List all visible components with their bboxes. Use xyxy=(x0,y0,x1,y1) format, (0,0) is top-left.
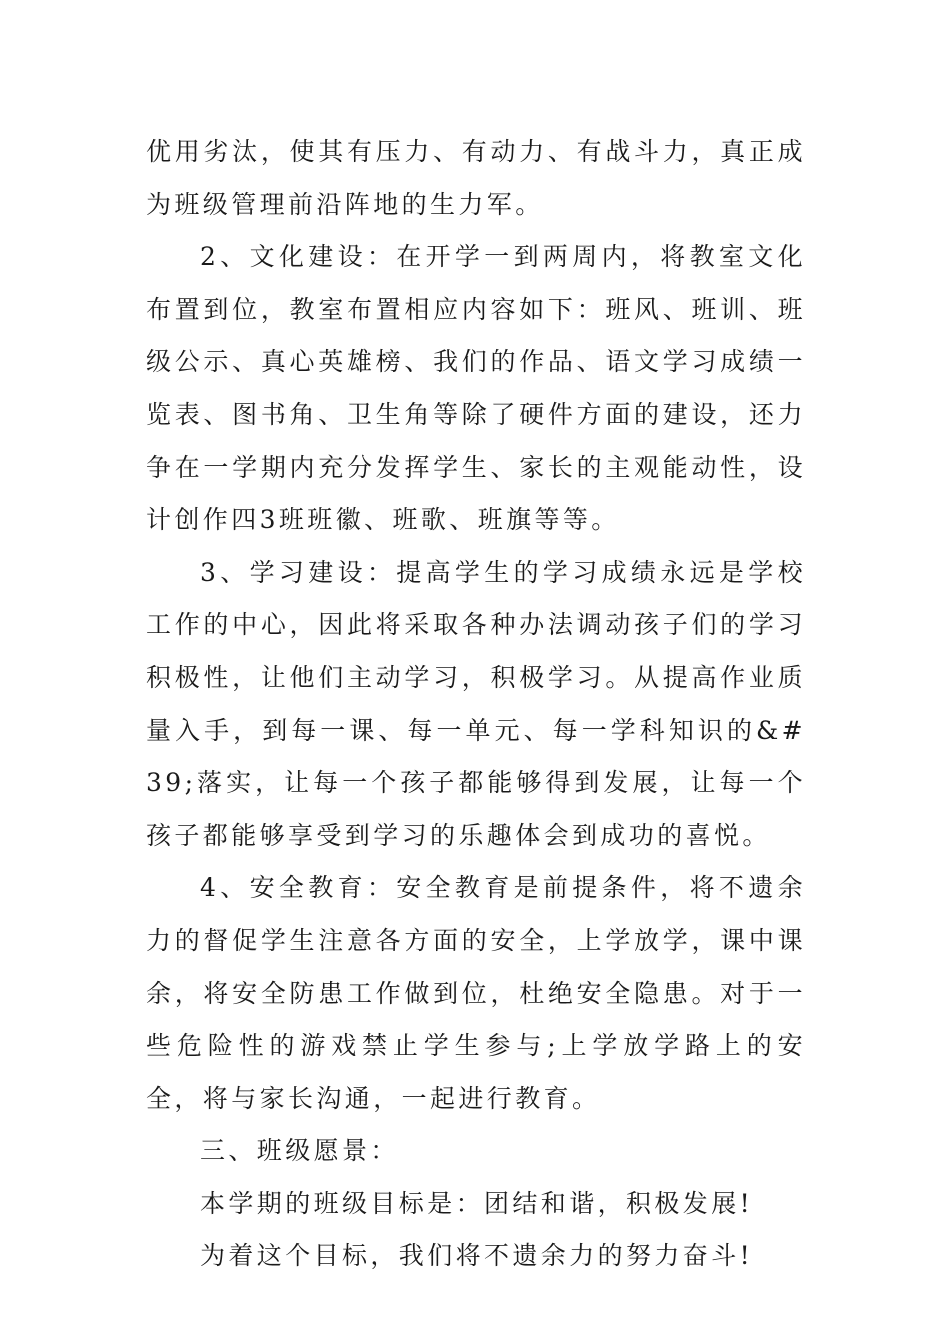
paragraph-continuation: 优用劣汰，使其有压力、有动力、有战斗力，真正成为班级管理前沿阵地的生力军。 xyxy=(146,137,806,219)
paragraph-safety-education: 4、安全教育：安全教育是前提条件，将不遗余力的督促学生注意各方面的安全，上学放学，课中课余，将安全防患工作做到位，杜绝安全隐患。对于一些危险性的游戏禁止学生参与;上学放学路上的安全，将与家长沟通，一起进行教育。 xyxy=(146,873,806,1113)
paragraph-closing-pledge: 为着这个目标，我们将不遗余力的努力奋斗! xyxy=(200,1241,754,1271)
section-heading-class-vision: 三、班级愿景： xyxy=(200,1136,399,1166)
paragraph-study-building: 3、学习建设：提高学生的学习成绩永远是学校工作的中心，因此将采取各种办法调动孩子们的学习积极性，让他们主动学习，积极学习。从提高作业质量入手，到每一课、每一单元、每一学科知识的&#39;落实，让每一个孩子都能够得到发展，让每一个孩子都能够享受到学习的乐趣体会到成功的喜悦。 xyxy=(146,557,806,850)
paragraph-semester-goal: 本学期的班级目标是：团结和谐，积极发展! xyxy=(200,1188,754,1218)
document-body xyxy=(146,126,806,1283)
paragraph-culture-building: 2、文化建设：在开学一到两周内，将教室文化布置到位，教室布置相应内容如下：班风、班训、班级公示、真心英雄榜、我们的作品、语文学习成绩一览表、图书角、卫生角等除了硬件方面的建设，还力争在一学期内充分发挥学生、家长的主观能动性，设计创作四3班班徽、班歌、班旗等等。 xyxy=(146,242,806,535)
